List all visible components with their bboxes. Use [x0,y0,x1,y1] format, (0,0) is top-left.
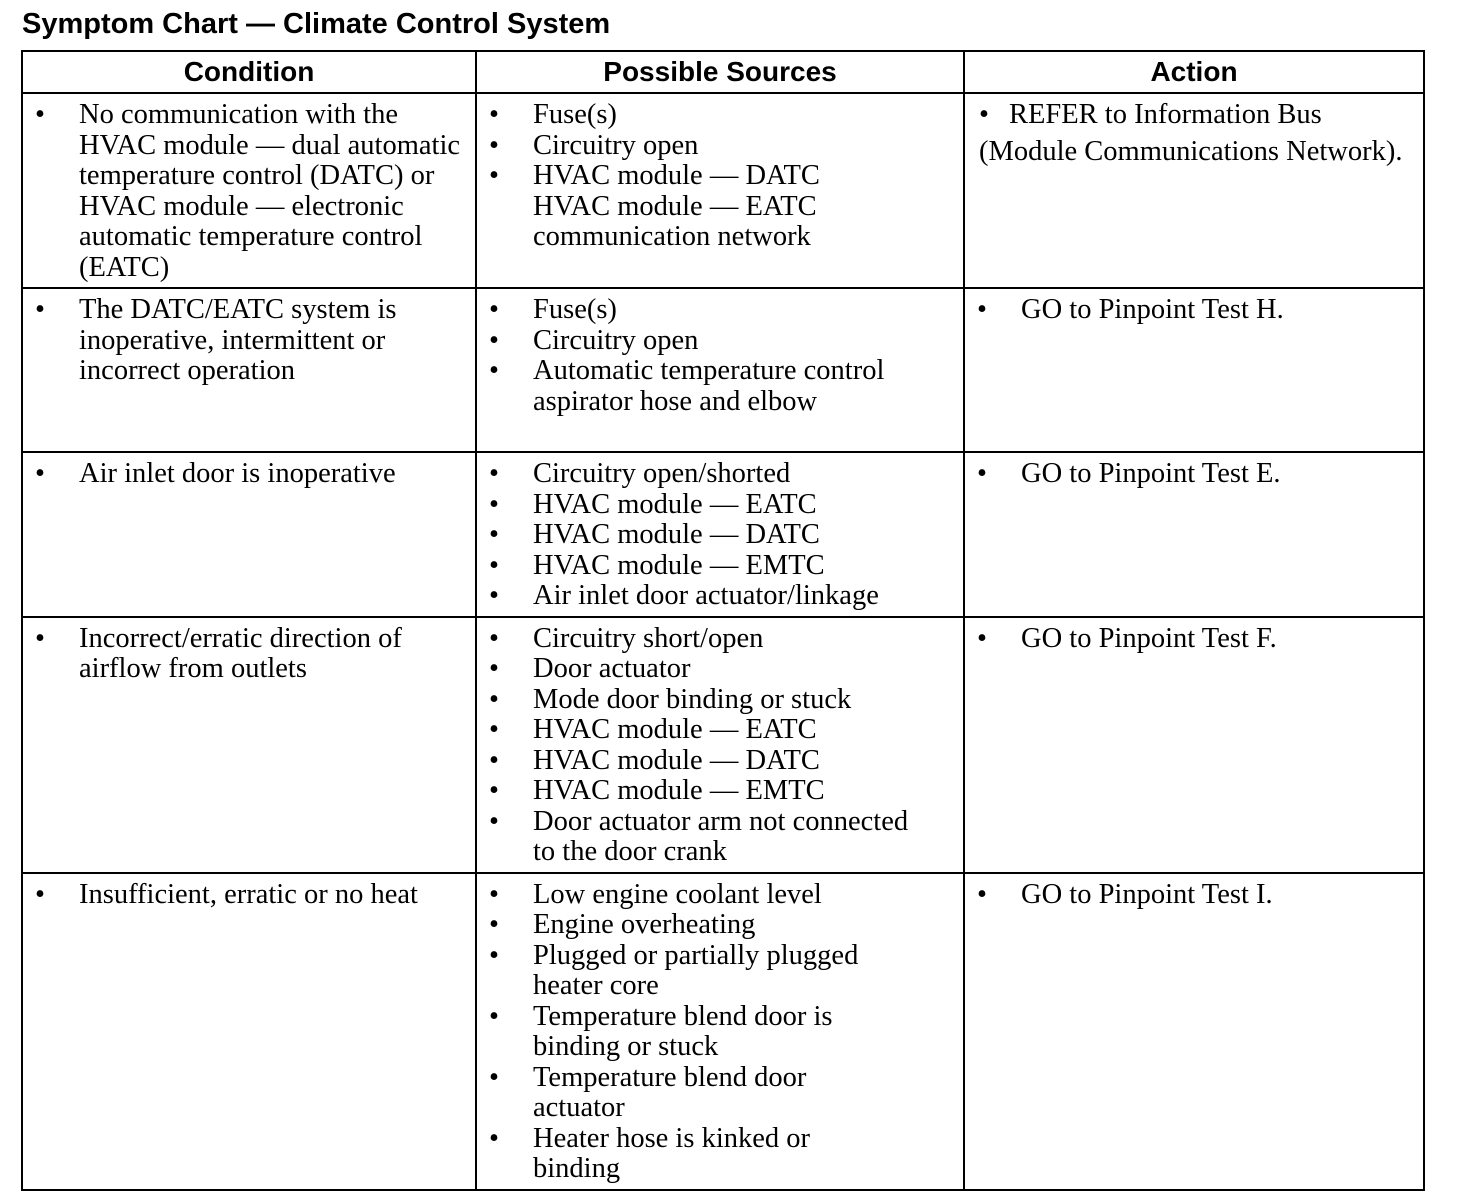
bullet-icon: • [489,1122,499,1154]
source-text: HVAC module — EATC [533,714,817,745]
list-item [477,459,953,490]
source-text: Plugged or partially plugged heater core [533,939,859,1001]
bullet-icon: • [977,294,987,325]
condition-text: Air inlet door is inoperative [79,458,396,489]
condition-cell [22,452,476,617]
header-row [22,51,1424,93]
source-text: Temperature blend door actuator [533,1061,807,1123]
bullet-icon: • [977,878,987,910]
source-text: HVAC module — EATC [533,488,817,520]
source-text: HVAC module — DATC [533,519,820,550]
bullet-icon: • [35,294,45,325]
source-text: Circuitry open/shorted [533,458,791,489]
list-item [965,94,1423,174]
column-header-condition: Condition [22,51,476,93]
list-item [477,490,953,521]
bullet-icon: • [489,683,499,715]
list-item [23,459,465,490]
list-item [477,654,953,685]
bullet-icon: • [489,129,499,161]
action-cell [964,93,1424,288]
list-item [477,1063,953,1124]
source-text: Air inlet door actuator/linkage [533,580,879,611]
action-text: GO to Pinpoint Test I. [1021,878,1273,910]
source-text: Fuse(s) [533,294,617,325]
source-text: HVAC module — EMTC [533,775,825,806]
list-item [477,295,953,326]
source-text: HVAC module — EMTC [533,549,825,581]
source-text: Door actuator arm not connected to the door crank [533,805,909,867]
list-item [477,1002,953,1063]
source-text: Fuse(s) [533,99,617,130]
bullet-icon: • [489,805,499,837]
sources-cell [476,873,964,1190]
condition-text: Incorrect/erratic direction of airflow from outlets [79,622,402,684]
bullet-icon: • [489,324,499,356]
list-item [477,880,953,911]
source-text: Door actuator [533,653,691,684]
list-item [23,624,465,685]
list-item [965,295,1413,326]
bullet-icon: • [489,99,499,130]
list-item [477,685,953,716]
list-item [477,551,953,582]
bullet-icon: • [489,909,499,940]
action-cell [964,288,1424,452]
condition-cell [22,617,476,873]
action-cell [964,873,1424,1190]
source-text: HVAC module — DATC [533,744,820,776]
table-row [22,873,1424,1190]
action-text: GO to Pinpoint Test E. [1021,458,1281,489]
bullet-icon: • [489,622,499,654]
source-text: Low engine coolant level [533,878,822,910]
bullet-icon: • [489,939,499,971]
action-cell [964,452,1424,617]
list-item [477,100,953,131]
condition-text: Insufficient, erratic or no heat [79,878,418,910]
bullet-icon: • [35,878,45,910]
condition-text: The DATC/EATC system is inoperative, intermittent or incorrect operation [79,294,397,386]
action-text: GO to Pinpoint Test F. [1021,622,1277,654]
bullet-icon: • [489,580,499,611]
bullet-icon: • [977,622,987,654]
action-text: REFER to Information Bus (Module Communications Network). [979,99,1403,167]
list-item [477,356,953,417]
bullet-icon: • [977,458,987,489]
condition-cell [22,288,476,452]
list-item [965,880,1413,911]
list-item [477,326,953,357]
source-text: Temperature blend door is binding or stuck [533,1000,833,1062]
sources-cell [476,617,964,873]
list-item [477,776,953,807]
condition-text: No communication with the HVAC module — dual automatic temperature control (DATC) or HVAC module — electronic automatic temperature control (EATC) [79,99,461,283]
column-header-action: Action [964,51,1424,93]
table-row [22,617,1424,873]
source-text: Mode door binding or stuck [533,683,852,715]
list-item [23,295,465,387]
list-item [477,131,953,162]
source-text: HVAC module — DATC HVAC module — EATC communication network [533,160,820,252]
list-item [965,459,1413,490]
source-text: Heater hose is kinked or binding [533,1122,810,1184]
bullet-icon: • [489,653,499,684]
bullet-icon: • [489,160,499,191]
bullet-icon: • [35,458,45,489]
condition-cell [22,93,476,288]
list-item [477,807,953,868]
bullet-icon: • [489,714,499,745]
bullet-icon: • [489,355,499,386]
list-item [477,910,953,941]
list-item [477,520,953,551]
source-text: Circuitry open [533,129,699,161]
bullet-icon: • [489,549,499,581]
source-text: Circuitry short/open [533,622,764,654]
list-item [477,746,953,777]
bullet-icon: • [489,519,499,550]
bullet-icon: • [979,99,989,130]
bullet-icon: • [489,1061,499,1093]
source-text: Engine overheating [533,909,756,940]
action-text: GO to Pinpoint Test H. [1021,294,1284,325]
symptom-chart-table [21,50,1425,1191]
list-item [477,1124,953,1185]
sources-cell [476,288,964,452]
bullet-icon: • [489,878,499,910]
source-text: Circuitry open [533,324,699,356]
list-item [477,715,953,746]
condition-cell [22,873,476,1190]
bullet-icon: • [489,488,499,520]
bullet-icon: • [489,458,499,489]
bullet-icon: • [489,294,499,325]
list-item [23,100,465,283]
column-header-possible-sources: Possible Sources [476,51,964,93]
list-item [23,880,465,911]
bullet-icon: • [489,1000,499,1032]
bullet-icon: • [35,99,45,130]
list-item [477,941,953,1002]
table-row [22,452,1424,617]
list-item [477,161,953,253]
table-row [22,288,1424,452]
sources-cell [476,93,964,288]
list-item [477,624,953,655]
source-text: Automatic temperature control aspirator hose and elbow [533,355,885,417]
action-cell [964,617,1424,873]
bullet-icon: • [35,622,45,654]
list-item [477,581,953,612]
bullet-icon: • [489,744,499,776]
page-title: Symptom Chart — Climate Control System [22,8,611,40]
bullet-icon: • [489,775,499,806]
table-row [22,93,1424,288]
list-item [965,624,1413,655]
sources-cell [476,452,964,617]
